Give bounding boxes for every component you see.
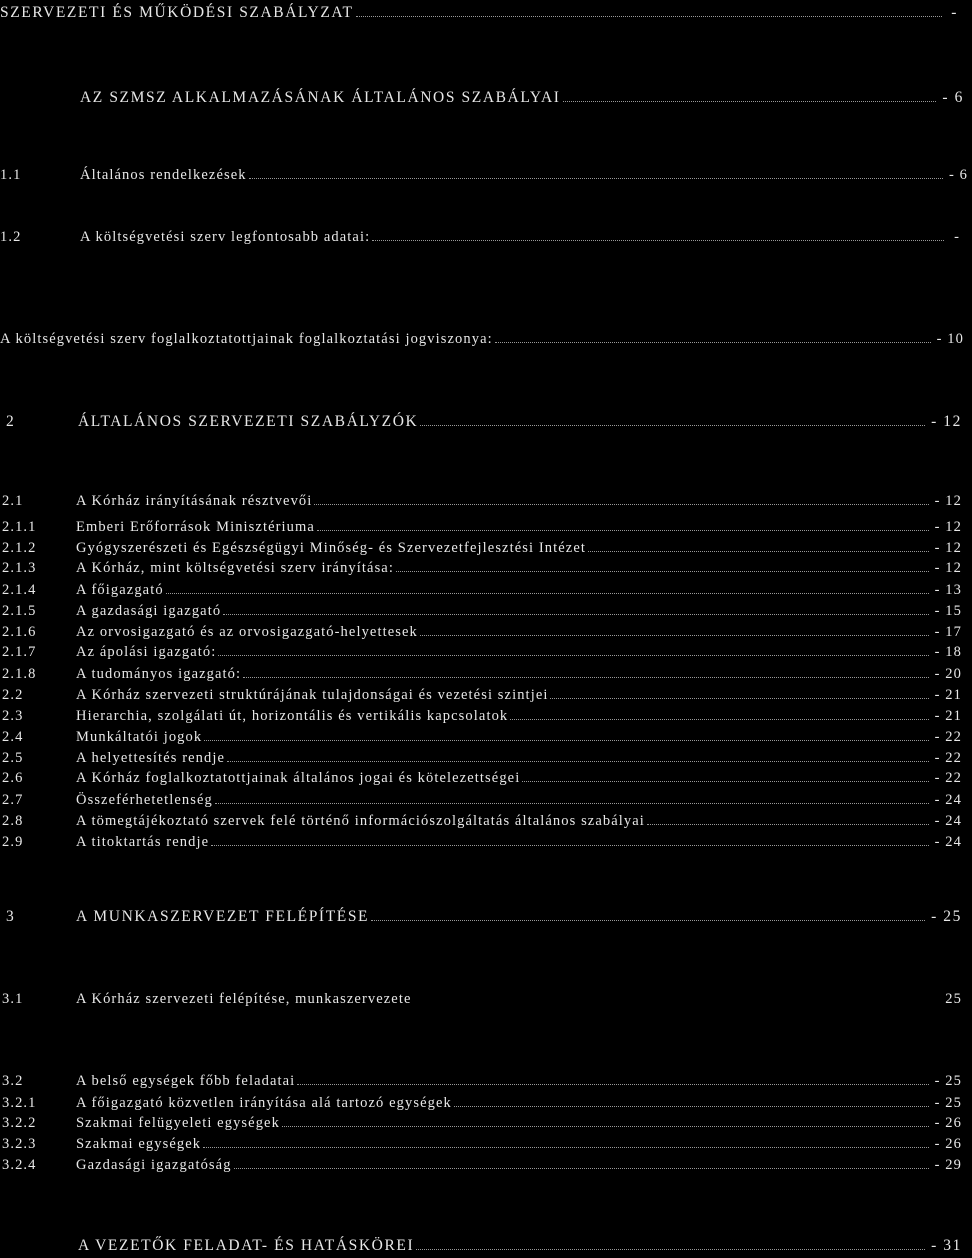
toc-entry-number: 2.4 bbox=[2, 729, 24, 745]
toc-entry[interactable] bbox=[0, 833, 962, 851]
toc-entry[interactable] bbox=[0, 643, 962, 661]
toc-entry-page: - 12 bbox=[934, 540, 962, 556]
toc-entry-page: - 31 bbox=[931, 1237, 962, 1254]
toc-entry[interactable] bbox=[0, 602, 962, 620]
toc-entry[interactable] bbox=[0, 1237, 962, 1255]
toc-entry[interactable] bbox=[0, 166, 968, 184]
toc-entry-title: Hierarchia, szolgálati út, horizontális és vertikális kapcsolatok bbox=[76, 708, 509, 724]
toc-entry[interactable] bbox=[0, 1114, 962, 1132]
dot-leader bbox=[356, 4, 942, 17]
toc-entry[interactable] bbox=[0, 539, 962, 557]
dot-leader bbox=[166, 581, 929, 594]
dot-leader bbox=[314, 492, 928, 505]
toc-entry-number: 3.1 bbox=[2, 991, 24, 1007]
toc-entry[interactable] bbox=[0, 769, 962, 787]
toc-entry-number: 2.2 bbox=[2, 687, 24, 703]
dot-leader bbox=[522, 769, 928, 782]
dot-leader bbox=[203, 1135, 929, 1148]
toc-entry-page: - 13 bbox=[934, 582, 962, 598]
toc-entry[interactable] bbox=[0, 749, 962, 767]
toc-entry-title: AZ SZMSZ ALKALMAZÁSÁNAK ÁLTALÁNOS SZABÁLYAI bbox=[80, 89, 561, 106]
toc-entry-number: 2.1.3 bbox=[2, 560, 37, 576]
dot-leader bbox=[454, 1094, 929, 1107]
toc-entry-title: A tudományos igazgató: bbox=[76, 666, 242, 682]
toc-entry-title: A gazdasági igazgató bbox=[76, 603, 222, 619]
toc-entry-page: - 12 bbox=[931, 413, 962, 430]
toc-entry[interactable] bbox=[0, 1135, 962, 1153]
toc-entry[interactable] bbox=[0, 686, 962, 704]
toc-entry-title: Munkáltatói jogok bbox=[76, 729, 203, 745]
toc-entry-title: Az orvosigazgató és az orvosigazgató-helyettesek bbox=[76, 624, 418, 640]
dot-leader bbox=[420, 623, 929, 636]
toc-entry-number: 1.1 bbox=[0, 167, 22, 183]
toc-entry-title: A főigazgató bbox=[76, 582, 164, 598]
toc-entry-number: 2.1.4 bbox=[2, 582, 37, 598]
toc-entry-number: 2.1.5 bbox=[2, 603, 37, 619]
toc-entry-number: 3.2.2 bbox=[2, 1115, 37, 1131]
toc-entry-title: A költségvetési szerv legfontosabb adatai: bbox=[80, 229, 371, 245]
toc-entry-title: Összeférhetetlenség bbox=[76, 792, 213, 808]
toc-entry-number: 3.2.1 bbox=[2, 1095, 37, 1111]
toc-entry-title: A Kórház szervezeti felépítése, munkaszervezete bbox=[76, 991, 412, 1007]
toc-entry-page: - 29 bbox=[934, 1157, 962, 1173]
toc-entry-number: 2.1.7 bbox=[2, 644, 37, 660]
toc-entry-page: - 6 bbox=[948, 167, 968, 183]
toc-entry-page: - 6 bbox=[942, 89, 964, 106]
toc-entry[interactable] bbox=[0, 812, 962, 830]
toc-entry[interactable] bbox=[0, 990, 962, 1008]
toc-entry-title: A belső egységek főbb feladatai bbox=[76, 1073, 296, 1089]
toc-entry-page: - 20 bbox=[934, 666, 962, 682]
toc-entry[interactable] bbox=[0, 492, 962, 510]
toc-entry-page: - 21 bbox=[934, 708, 962, 724]
toc-entry-title: Az ápolási igazgató: bbox=[76, 644, 217, 660]
toc-entry-title: Emberi Erőforrások Minisztériuma bbox=[76, 519, 315, 535]
toc-entry-page: - 25 bbox=[934, 1095, 962, 1111]
toc-entry[interactable] bbox=[0, 4, 958, 22]
dot-leader bbox=[218, 643, 928, 656]
dot-leader bbox=[495, 330, 931, 343]
toc-entry[interactable] bbox=[0, 330, 964, 348]
toc-entry-number: 2.1 bbox=[2, 493, 24, 509]
toc-entry[interactable] bbox=[0, 581, 962, 599]
toc-entry-title: Szakmai felügyeleti egységek bbox=[76, 1115, 280, 1131]
dot-leader bbox=[510, 707, 928, 720]
toc-entry-number: 3.2.3 bbox=[2, 1136, 37, 1152]
toc-entry[interactable] bbox=[0, 228, 960, 246]
toc-entry-title: Szakmai egységek bbox=[76, 1136, 202, 1152]
toc-entry-number: 2.1.6 bbox=[2, 624, 37, 640]
toc-entry-page: - 24 bbox=[934, 813, 962, 829]
dot-leader bbox=[372, 228, 944, 241]
toc-entry-page: - 17 bbox=[934, 624, 962, 640]
toc-entry[interactable] bbox=[0, 518, 962, 536]
toc-entry[interactable] bbox=[0, 559, 962, 577]
toc-entry-number: 1.2 bbox=[0, 229, 22, 245]
toc-entry-number: 2.3 bbox=[2, 708, 24, 724]
toc-entry-title: A főigazgató közvetlen irányítása alá tartozó egységek bbox=[76, 1095, 452, 1111]
toc-entry-page: - 12 bbox=[934, 493, 962, 509]
toc-entry-page: - 22 bbox=[934, 770, 962, 786]
dot-leader bbox=[234, 1156, 929, 1169]
toc-entry-title: A tömegtájékoztató szervek felé történő információszolgáltatás általános szabályai bbox=[76, 813, 645, 829]
toc-entry-number: 3.2 bbox=[2, 1073, 24, 1089]
toc-entry[interactable] bbox=[0, 89, 964, 107]
toc-entry-number: 2.7 bbox=[2, 792, 24, 808]
dot-leader bbox=[588, 539, 929, 552]
toc-entry-number: 2 bbox=[6, 413, 16, 430]
toc-entry-number: 2.5 bbox=[2, 750, 24, 766]
dot-leader bbox=[204, 728, 928, 741]
dot-leader bbox=[223, 602, 928, 615]
toc-entry-title: A Kórház szervezeti struktúrájának tulajdonságai és vezetési szintjei bbox=[76, 687, 549, 703]
toc-entry[interactable] bbox=[0, 413, 962, 431]
toc-entry-page: - 15 bbox=[934, 603, 962, 619]
toc-entry-number: 2.8 bbox=[2, 813, 24, 829]
toc-entry[interactable] bbox=[0, 1094, 962, 1112]
toc-entry-page: 25 bbox=[945, 991, 962, 1007]
toc-entry-title: A titoktartás rendje bbox=[76, 834, 210, 850]
toc-entry-title: A Kórház irányításának résztvevői bbox=[76, 493, 313, 509]
dot-leader bbox=[371, 908, 925, 921]
toc-entry[interactable] bbox=[0, 707, 962, 725]
toc-entry-page: - bbox=[954, 229, 960, 245]
toc-entry[interactable] bbox=[0, 1156, 962, 1174]
toc-entry-page: - 26 bbox=[934, 1115, 962, 1131]
toc-entry-title: A Kórház, mint költségvetési szerv irányítása: bbox=[76, 560, 394, 576]
toc-entry-page: - 12 bbox=[934, 560, 962, 576]
toc-entry-title: A VEZETŐK FELADAT- ÉS HATÁSKÖREI bbox=[78, 1237, 415, 1254]
toc-entry-title: Gyógyszerészeti és Egészségügyi Minőség- és Szervezetfejlesztési Intézet bbox=[76, 540, 587, 556]
dot-leader bbox=[396, 559, 929, 572]
toc-entry-number: 2.1.8 bbox=[2, 666, 37, 682]
toc-entry-title: A MUNKASZERVEZET FELÉPÍTÉSE bbox=[76, 908, 370, 925]
dot-leader bbox=[249, 166, 943, 179]
toc-entry[interactable] bbox=[0, 908, 962, 926]
dot-leader bbox=[420, 413, 925, 426]
toc-entry-page: - 22 bbox=[934, 729, 962, 745]
dot-leader bbox=[215, 791, 929, 804]
toc-entry-page: - 10 bbox=[936, 331, 964, 347]
toc-entry-page: - 25 bbox=[934, 1073, 962, 1089]
dot-leader bbox=[550, 686, 928, 699]
toc-entry-number: 2.6 bbox=[2, 770, 24, 786]
toc-entry-number: 2.1.2 bbox=[2, 540, 37, 556]
toc-entry[interactable] bbox=[0, 623, 962, 641]
toc-entry[interactable] bbox=[0, 728, 962, 746]
toc-entry-number: 3.2.4 bbox=[2, 1157, 37, 1173]
toc-entry-title: A helyettesítés rendje bbox=[76, 750, 226, 766]
toc-entry[interactable] bbox=[0, 665, 962, 683]
dot-leader bbox=[211, 833, 929, 846]
toc-entry[interactable] bbox=[0, 791, 962, 809]
toc-entry-page: - 21 bbox=[934, 687, 962, 703]
dot-leader bbox=[243, 665, 928, 678]
toc-entry[interactable] bbox=[0, 1072, 962, 1090]
toc-entry-title: Általános rendelkezések bbox=[80, 167, 247, 183]
dot-leader bbox=[647, 812, 929, 825]
toc-entry-page: - 26 bbox=[934, 1136, 962, 1152]
toc-entry-page: - 24 bbox=[934, 834, 962, 850]
dot-leader bbox=[227, 749, 929, 762]
toc-entry-title: Gazdasági igazgatóság bbox=[76, 1157, 232, 1173]
toc-entry-title: A költségvetési szerv foglalkoztatottjainak foglalkoztatási jogviszonya: bbox=[0, 331, 493, 347]
toc-entry-number: 2.9 bbox=[2, 834, 24, 850]
dot-leader bbox=[297, 1072, 928, 1085]
dot-leader bbox=[416, 1237, 925, 1250]
toc-entry-page: - 25 bbox=[931, 908, 962, 925]
toc-entry-page: - 18 bbox=[934, 644, 962, 660]
dot-leader bbox=[414, 991, 940, 1003]
toc-entry-number: 3 bbox=[6, 908, 16, 925]
toc-entry-number: 2.1.1 bbox=[2, 519, 37, 535]
toc-entry-page: - 12 bbox=[934, 519, 962, 535]
toc-entry-title: ÁLTALÁNOS SZERVEZETI SZABÁLYZÓK bbox=[78, 413, 419, 430]
dot-leader bbox=[282, 1114, 929, 1127]
toc-entry-title: A Kórház foglalkoztatottjainak általános jogai és kötelezettségei bbox=[76, 770, 521, 786]
toc-entry-page: - bbox=[951, 4, 958, 21]
toc-entry-page: - 22 bbox=[934, 750, 962, 766]
dot-leader bbox=[317, 518, 929, 531]
toc-entry-page: - 24 bbox=[934, 792, 962, 808]
dot-leader bbox=[563, 89, 937, 102]
toc-entry-title: SZERVEZETI ÉS MŰKÖDÉSI SZABÁLYZAT bbox=[0, 4, 354, 21]
